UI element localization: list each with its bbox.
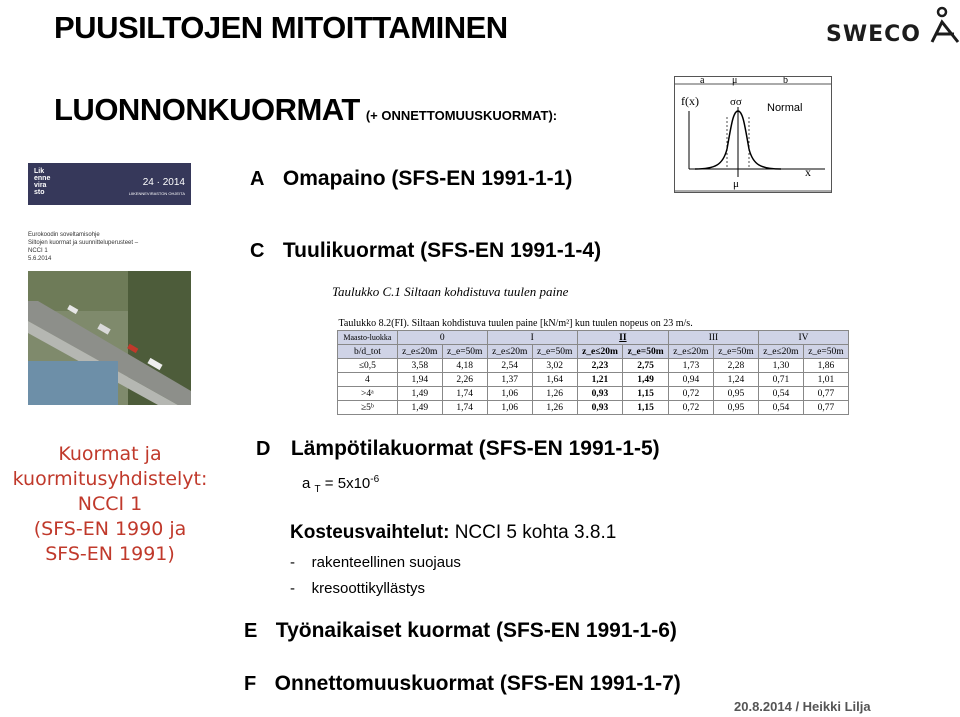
group-header: 0 (397, 331, 487, 345)
row-label: ≤0,5 (338, 359, 398, 373)
moisture-item-1: - rakenteellinen suojaus (290, 554, 461, 571)
moisture-heading (290, 522, 616, 544)
group-header: I (487, 331, 577, 345)
sub-header: z_e=50m (713, 345, 758, 359)
book-cover-header (28, 163, 191, 205)
sub-header: z_e=50m (532, 345, 577, 359)
logo-mark-icon (930, 4, 960, 44)
section-c-letter: C (250, 240, 265, 262)
subtitle-note: (+ ONNETTOMUUSKUORMAT): (365, 108, 558, 123)
label-a: a (700, 77, 705, 86)
group-header: IV (758, 331, 848, 345)
table-row (338, 387, 849, 401)
label-mu-top: μ (732, 77, 738, 86)
table-cell: 0,77 (803, 401, 848, 415)
table-cell: 1,21 (577, 373, 623, 387)
sub-header: z_e=50m (803, 345, 848, 359)
thermal-coefficient (302, 474, 379, 495)
table-cell: 0,54 (758, 401, 803, 415)
table-cell: 1,86 (803, 359, 848, 373)
sub-header: z_e=50m (442, 345, 487, 359)
row-label: ≥5ᵇ (338, 401, 398, 415)
section-f-letter: F (244, 673, 257, 695)
table-cell: 0,72 (668, 387, 713, 401)
label-normal: Normal (767, 102, 803, 114)
section-a-letter: A (250, 168, 265, 190)
row-label: 4 (338, 373, 398, 387)
table-cell: 1,24 (713, 373, 758, 387)
label-b: b (783, 77, 788, 86)
section-f (244, 672, 681, 696)
row-label-header: b/d_tot (338, 345, 398, 359)
table-cell: 3,02 (532, 359, 577, 373)
table-cell: 1,06 (487, 387, 532, 401)
section-a (250, 167, 572, 191)
table-cell: 1,15 (623, 401, 669, 415)
sub-header: z_e≤20m (577, 345, 623, 359)
table-cell: 2,26 (442, 373, 487, 387)
cover-number: 24 · 2014 (142, 177, 185, 188)
label-mu-bottom: μ (733, 178, 739, 190)
table-cell: 1,26 (532, 387, 577, 401)
label-sigma: σσ (730, 96, 742, 108)
book-description: Eurokoodin soveltamisohje Siltojen kuormat ja suunnitteluperusteet – NCCI 1 5.6.2014 (28, 232, 139, 262)
table-cell: 0,93 (577, 387, 623, 401)
footer-date-author: 20.8.2014 / Heikki Lilja (734, 699, 871, 714)
table-cell: 2,54 (487, 359, 532, 373)
sweco-logo (826, 2, 960, 46)
section-c (250, 239, 601, 263)
table-row (338, 359, 849, 373)
table-cell: 0,95 (713, 387, 758, 401)
sub-header: z_e≤20m (668, 345, 713, 359)
moisture-item-2: - kresoottikyllästys (290, 580, 426, 597)
section-d-letter: D (256, 438, 271, 460)
group-header: II (577, 331, 668, 345)
table-cell: 1,15 (623, 387, 669, 401)
group-header: III (668, 331, 758, 345)
bridge-photo (28, 271, 191, 405)
table-cell: 0,93 (577, 401, 623, 415)
section-e-letter: E (244, 620, 258, 642)
ncci-guideline-cover (28, 163, 193, 406)
wind-pressure-table (337, 316, 849, 414)
table-cell: 1,73 (668, 359, 713, 373)
label-fx: f(x) (681, 94, 699, 108)
normal-distribution-figure (674, 76, 832, 193)
sub-header: z_e=50m (623, 345, 669, 359)
table-cell: 2,28 (713, 359, 758, 373)
moisture-label: Kosteusvaihtelut: (290, 522, 450, 543)
table-cell: 3,58 (397, 359, 442, 373)
table-cell: 1,37 (487, 373, 532, 387)
cover-sub: LIIKENNEVIRASTON OHJEITA (128, 191, 185, 196)
wind-table-title: Taulukko 8.2(FI). Siltaan kohdistuva tuulen paine [kN/m²] kun tuulen nopeus on 23 m/s. (338, 317, 693, 329)
table-cell: 0,94 (668, 373, 713, 387)
wind-table-caption: Taulukko C.1 Siltaan kohdistuva tuulen paine (332, 284, 569, 299)
table-cell: 0,95 (713, 401, 758, 415)
table-cell: 1,49 (397, 401, 442, 415)
section-c-heading: Tuulikuormat (SFS-EN 1991-1-4) (282, 239, 602, 262)
table-cell: 1,49 (397, 387, 442, 401)
sub-header: z_e≤20m (397, 345, 442, 359)
label-x: x (805, 165, 811, 179)
row-label: >4ᵃ (338, 387, 398, 401)
section-d (256, 437, 660, 461)
alpha-subscript: T (314, 484, 321, 495)
section-e (244, 619, 677, 643)
table-cell: 1,26 (532, 401, 577, 415)
normal-distribution-plot (675, 77, 831, 192)
table-row (338, 401, 849, 415)
table-cell: 1,74 (442, 401, 487, 415)
section-d-heading: Lämpötilakuormat (SFS-EN 1991-1-5) (290, 437, 660, 460)
cover-logo: Lik enne vira sto (34, 168, 51, 196)
section-a-heading: Omapaino (SFS-EN 1991-1-1) (282, 167, 573, 190)
table-cell: 1,74 (442, 387, 487, 401)
table-row (338, 373, 849, 387)
logo-text: SWECO (826, 22, 921, 47)
alpha-symbol: a (302, 475, 311, 492)
section-f-heading: Onnettomuuskuormat (SFS-EN 1991-1-7) (274, 672, 681, 695)
table-cell: 0,77 (803, 387, 848, 401)
table-cell: 2,23 (577, 359, 623, 373)
bridge-photo-drawing (28, 271, 191, 405)
table-cell: 2,75 (623, 359, 669, 373)
table-cell: 4,18 (442, 359, 487, 373)
page-subtitle (54, 92, 557, 128)
alpha-value: = 5x10 (324, 475, 371, 492)
page-title: PUUSILTOJEN MITOITTAMINEN (54, 10, 508, 45)
table-cell: 1,06 (487, 401, 532, 415)
section-e-heading: Työnaikaiset kuormat (SFS-EN 1991-1-6) (275, 619, 677, 642)
table-cell: 1,30 (758, 359, 803, 373)
moisture-reference: NCCI 5 kohta 3.8.1 (454, 522, 617, 543)
terrain-class-header: Maasto-luokka (338, 331, 398, 345)
table-cell: 1,94 (397, 373, 442, 387)
table-cell: 1,64 (532, 373, 577, 387)
alpha-exponent: -6 (370, 474, 380, 485)
table-cell: 0,54 (758, 387, 803, 401)
table-cell: 1,49 (623, 373, 669, 387)
sub-header: z_e≤20m (758, 345, 803, 359)
sub-header: z_e≤20m (487, 345, 532, 359)
table-cell: 1,01 (803, 373, 848, 387)
table-cell: 0,72 (668, 401, 713, 415)
table-cell: 0,71 (758, 373, 803, 387)
subtitle-text: LUONNONKUORMAT (54, 92, 360, 127)
side-note: Kuormat ja kuormitusyhdistelyt: NCCI 1 (SFS-EN 1990 ja SFS-EN 1991) (12, 443, 208, 565)
